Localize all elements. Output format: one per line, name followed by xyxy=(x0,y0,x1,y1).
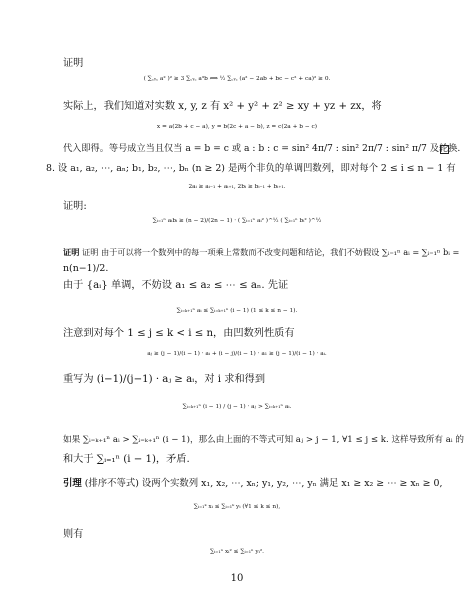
equation-lemma: ∑ᵢ₌₁ᵏ xᵢ ≤ ∑ᵢ₌₁ᵏ yᵢ (∀1 ≤ k ≤ n), xyxy=(193,504,281,510)
lemma-label: 引理 xyxy=(63,478,82,489)
proof-line-1 xyxy=(63,246,459,259)
equation-step-1: ∑ᵢ₌ₖ₊₁ⁿ aᵢ ≤ ∑ᵢ₌ₖ₊₁ⁿ (i − 1) (1 ≤ k ≤ n − 1). xyxy=(176,308,298,314)
equation-conclusion: ∑ᵢ₌₁ⁿ xᵢ² ≤ ∑ᵢ₌₁ⁿ yᵢ². xyxy=(210,549,264,555)
equation-main: ( ∑꜀ᵧ꜀ a² )² ≥ 3 ∑꜀ᵧ꜀ a³b ⟺ ½ ∑꜀ᵧ꜀ (a² − 2ab + bc − c² + ca)² ≥ 0. xyxy=(143,76,331,82)
proof-bold-label: 证明 xyxy=(63,247,80,257)
proof-line-2: n(n−1)/2. xyxy=(63,263,109,274)
equation-step-3: ∑ᵢ₌ₖ₊₁ⁿ (i − 1) / (j − 1) · aⱼ > ∑ᵢ₌ₖ₊₁ⁿ aᵢ. xyxy=(182,404,292,410)
proof-line-1-text: 证明 由于可以将一个数列中的每一项乘上常数而不改变问题和结论，我们不妨假设 ∑ᵢ₌₁ⁿ aᵢ = ∑ᵢ₌₁ⁿ bᵢ = xyxy=(82,247,460,257)
lemma-line-1-text: (排序不等式) 设两个实数列 x₁, x₂, ⋯, xₙ; y₁, y₂, ⋯, yₙ 满足 x₁ ≥ x₂ ≥ ⋯ ≥ xₙ ≥ 0, xyxy=(84,478,443,489)
proof-line-5: 重写为 (i−1)/(j−1) · aⱼ ≥ aᵢ，对 i 求和得到 xyxy=(63,374,266,385)
lemma-line-1 xyxy=(63,477,442,490)
proof-line-3: 由于 {aᵢ} 单调，不妨设 a₁ ≤ a₂ ≤ ⋯ ≤ aₙ. 先证 xyxy=(63,280,289,291)
proof-line-7: 和大于 ∑ᵢ₌₁ⁿ (i − 1)，矛盾. xyxy=(63,454,190,465)
equation-step-2: aⱼ ≥ (j − 1)/(i − 1) · aᵢ + (i − j)/(i − 1) · a₁ ≥ (j − 1)/(i − 1) · aᵢ. xyxy=(147,351,327,357)
qed-symbol xyxy=(440,145,449,154)
text-line-1: 实际上，我们知道对实数 x, y, z 有 x² + y² + z² ≥ xy + yz + zx，将 xyxy=(63,101,382,112)
equation-concave: 2aᵢ ≥ aᵢ₋₁ + aᵢ₊₁, 2bᵢ ≥ bᵢ₋₁ + bᵢ₊₁. xyxy=(188,184,286,190)
proof-line-6: 如果 ∑ᵢ₌ₖ₊₁ⁿ aᵢ > ∑ᵢ₌ₖ₊₁ⁿ (i − 1)，那么由上面的不等式可知 aⱼ > j − 1, ∀1 ≤ j ≤ k. 这样导致所有 aᵢ 的 xyxy=(63,435,464,445)
equation-substitution: x = a(2b + c − a), y = b(2c + a − b), z = c(2a + b − c) xyxy=(156,124,318,130)
problem-8-statement: 8. 设 a₁, a₂, ⋯, aₙ; b₁, b₂, ⋯, bₙ (n ≥ 2) 是两个非负的单调凹数列，即对每个 2 ≤ i ≤ n − 1 有 xyxy=(46,163,456,174)
proof-line-4: 注意到对每个 1 ≤ j ≤ k < i ≤ n，由凹数列性质有 xyxy=(63,328,295,339)
equation-target: ∑ᵢ₌₁ⁿ aᵢbᵢ ≥ (n − 2)/(2n − 1) · ( ∑ᵢ₌₁ⁿ aᵢ² )^½ ( ∑ᵢ₌₁ⁿ bᵢ² )^½ xyxy=(152,218,322,224)
page-number: 10 xyxy=(230,573,244,584)
prove-label: 证明: xyxy=(63,201,87,212)
lemma-then: 则有 xyxy=(63,529,84,540)
proof-label: 证明 xyxy=(63,58,84,69)
text-line-2: 代入即得。等号成立当且仅当 a = b = c 或 a : b : c = sin² 4π/7 : sin² 2π/7 : sin² π/7 及轮换. xyxy=(63,143,461,154)
